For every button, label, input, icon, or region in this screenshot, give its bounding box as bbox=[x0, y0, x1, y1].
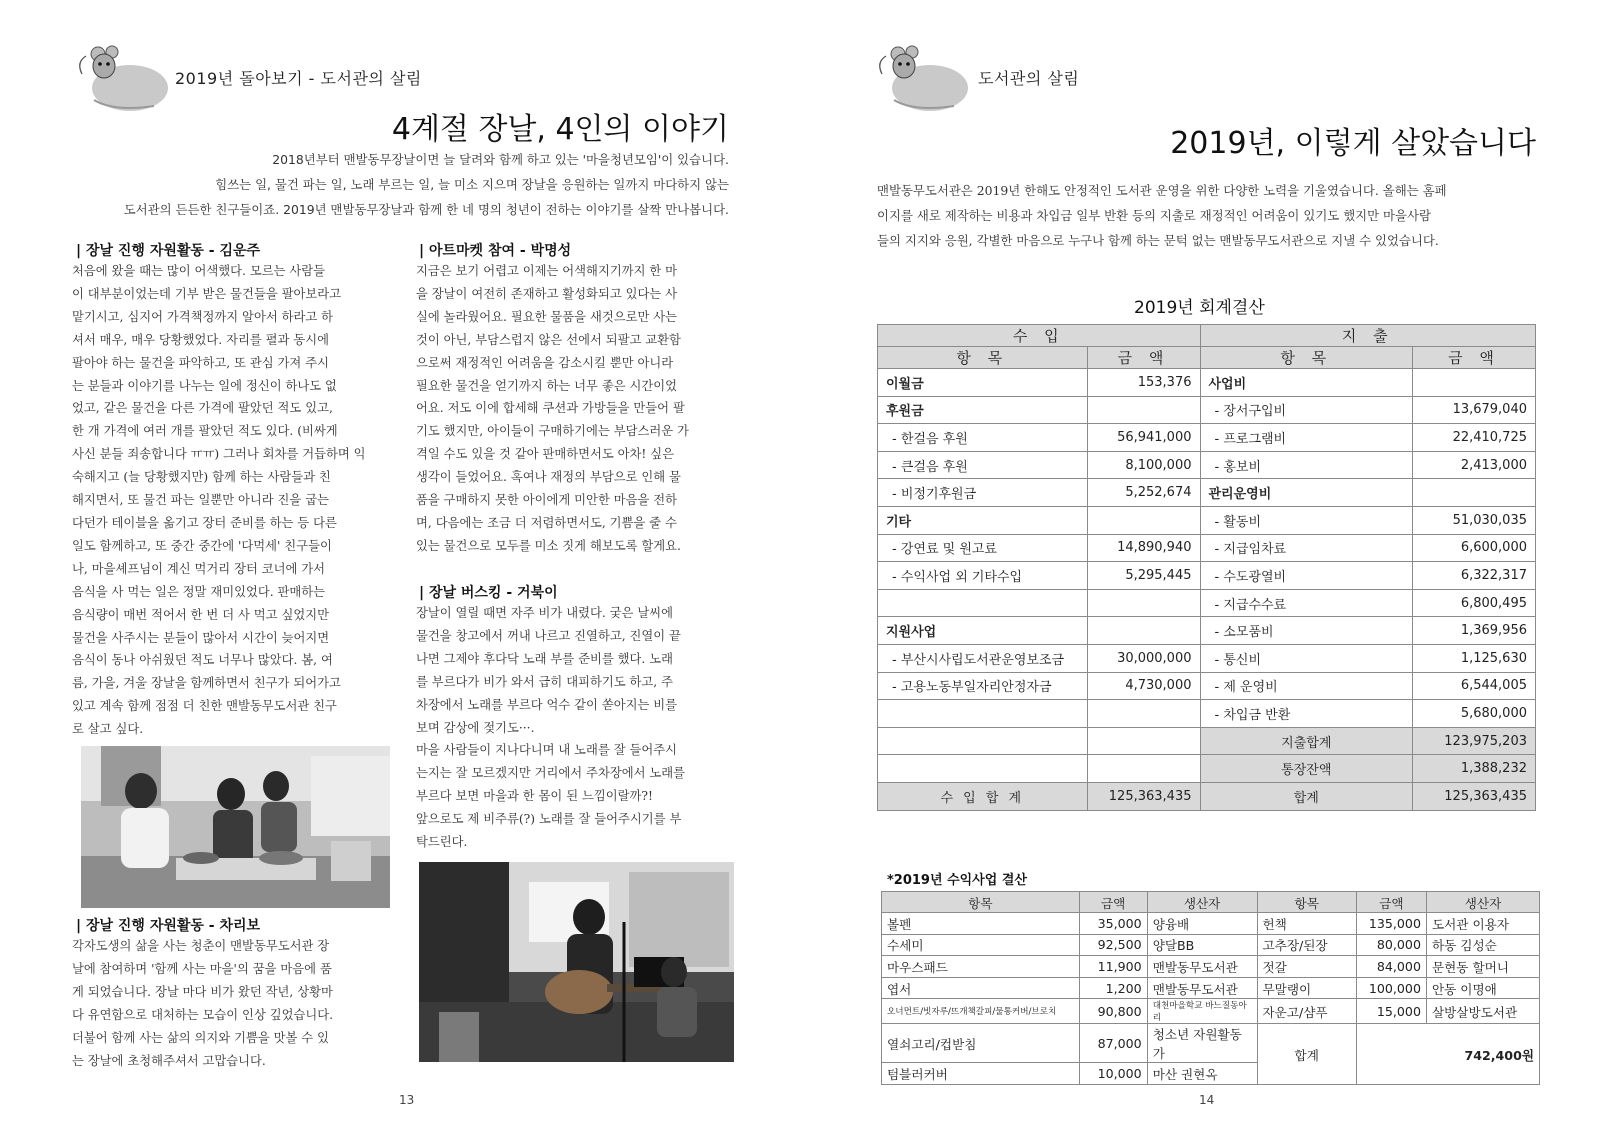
income-amount: 4,730,000 bbox=[1087, 672, 1200, 700]
text-line: 름, 가을, 겨울 장날을 함께하면서 친구가 되어가고 bbox=[72, 676, 341, 691]
text-line: 마을 사람들이 지나다니며 내 노래를 잘 들어주시 bbox=[416, 743, 678, 758]
rev-amount: 80,000 bbox=[1356, 934, 1426, 956]
intro-line: 들의 지지와 응원, 각별한 마음으로 누구나 함께 하는 문턱 없는 맨발동무도서관으로 지낼 수 있었습니다. bbox=[877, 233, 1439, 248]
rev-producer: 대천마을학교 바느질동아리 bbox=[1147, 999, 1257, 1024]
income-amount bbox=[1087, 396, 1200, 424]
rev-amount: 11,900 bbox=[1079, 956, 1147, 978]
section-heading: | 아트마켓 참여 - 박명성 bbox=[419, 243, 572, 259]
income-amount: 56,941,000 bbox=[1087, 424, 1200, 452]
text-line: 를 부르다가 비가 와서 급히 대피하기도 하고, 주 bbox=[416, 674, 673, 689]
expense-item: - 장서구입비 bbox=[1200, 396, 1413, 424]
intro-text bbox=[124, 147, 729, 222]
expense-item: - 제 운영비 bbox=[1200, 672, 1413, 700]
intro-line: 2018년부터 맨발동무장날이면 늘 달려와 함께 하고 있는 '마을청년모임'이 있습니다. bbox=[272, 152, 729, 167]
text-line: 게 되었습니다. 장날 마다 비가 왔던 작년, 상황마 bbox=[72, 984, 333, 999]
rev-total: 742,400원 bbox=[1356, 1024, 1539, 1085]
rev-item: 헌책 bbox=[1257, 913, 1356, 935]
text-line: 어요. 저도 이에 합세해 쿠션과 가방들을 만들어 팔 bbox=[416, 401, 685, 416]
text-line: 지금은 보기 어렵고 이제는 어색해지기까지 한 마 bbox=[416, 264, 678, 278]
rev-item: 자운고/샴푸 bbox=[1257, 999, 1356, 1024]
rev-amount: 15,000 bbox=[1356, 999, 1426, 1024]
text-line: 나면 그제야 후다닥 노래 부를 준비를 했다. 노래 bbox=[416, 651, 673, 666]
rev-producer: 살방살방도서관 bbox=[1426, 999, 1539, 1024]
income-amount: 8,100,000 bbox=[1087, 451, 1200, 479]
income-amount bbox=[1087, 755, 1200, 783]
text-line: 물건을 사주시는 분들이 많아서 시간이 늦어지면 bbox=[72, 630, 330, 645]
expense-item: 통장잔액 bbox=[1200, 755, 1413, 783]
rev-amount: 90,800 bbox=[1079, 999, 1147, 1024]
expense-item: - 홍보비 bbox=[1200, 451, 1413, 479]
accounts-row bbox=[878, 727, 1536, 755]
income-item: - 강연료 및 원고료 bbox=[878, 534, 1088, 562]
accounts-row bbox=[878, 396, 1536, 424]
accounts-row bbox=[878, 479, 1536, 507]
rev-col-producer: 생산자 bbox=[1426, 892, 1539, 913]
rev-amount: 135,000 bbox=[1356, 913, 1426, 935]
rev-amount: 87,000 bbox=[1079, 1024, 1147, 1063]
expense-item: - 프로그램비 bbox=[1200, 424, 1413, 452]
expense-header: 지 출 bbox=[1200, 325, 1536, 347]
text-line: 생각이 들었어요. 혹여나 재정의 부담으로 인해 물 bbox=[416, 470, 681, 485]
rev-amount: 10,000 bbox=[1079, 1063, 1147, 1085]
text-line: 일도 함께하고, 또 중간 중간에 '다먹세' 친구들이 bbox=[72, 538, 332, 553]
income-amount bbox=[1087, 506, 1200, 534]
income-amount bbox=[1087, 617, 1200, 645]
expense-amount: 6,322,317 bbox=[1413, 562, 1536, 590]
income-item bbox=[878, 727, 1088, 755]
expense-item: - 지급임차료 bbox=[1200, 534, 1413, 562]
expense-amount: 6,600,000 bbox=[1413, 534, 1536, 562]
rev-item: 마우스패드 bbox=[882, 956, 1080, 978]
rev-col-amount: 금액 bbox=[1356, 892, 1426, 913]
text-line: 는 장날에 초청해주셔서 고맙습니다. bbox=[72, 1053, 266, 1068]
income-item: 후원금 bbox=[878, 396, 1088, 424]
rev-col-item: 항목 bbox=[882, 892, 1080, 913]
income-amount bbox=[1087, 589, 1200, 617]
expense-item: 지출합계 bbox=[1200, 727, 1413, 755]
income-amount: 14,890,940 bbox=[1087, 534, 1200, 562]
text-line: 었고, 같은 물건을 다른 가격에 팔았던 적도 있고, bbox=[72, 401, 333, 416]
income-total: 125,363,435 bbox=[1087, 782, 1200, 810]
text-line: 필요한 물건을 얻기까지 하는 너무 좋은 시간이었 bbox=[416, 378, 678, 393]
intro-line: 맨발동무도서관은 2019년 한해도 안정적인 도서관 운영을 위한 다양한 노력을 기울였습니다. 올해는 홈페 bbox=[877, 183, 1447, 198]
section-heading: | 장날 진행 자원활동 - 차리보 bbox=[76, 918, 261, 934]
page-header: 도서관의 살림 bbox=[978, 69, 1080, 88]
text-line: 로 살고 싶다. bbox=[72, 722, 144, 737]
rev-item: 오너먼트/빗자루/뜨개책갈피/물통커버/브로치 bbox=[882, 999, 1080, 1024]
income-amount: 153,376 bbox=[1087, 369, 1200, 397]
rev-item: 젓갈 bbox=[1257, 956, 1356, 978]
text-line: 음식이 동나 아쉬웠던 적도 너무나 많았다. 봄, 여 bbox=[72, 653, 333, 668]
intro-line: 이지를 새로 제작하는 비용과 차입금 일부 반환 등의 지출로 재정적인 어려움이 있기도 했지만 마을사람 bbox=[877, 208, 1431, 223]
accounts-row bbox=[878, 589, 1536, 617]
rev-col-item: 항목 bbox=[1257, 892, 1356, 913]
section-body bbox=[416, 260, 736, 558]
text-line: 장날이 열릴 때면 자주 비가 내렸다. 궂은 날씨에 bbox=[416, 606, 673, 620]
text-line: 셔서 매우, 매우 당황했었다. 자리를 펼과 동시에 bbox=[72, 332, 329, 347]
expense-amount: 6,544,005 bbox=[1413, 672, 1536, 700]
text-line: 는 분들과 이야기를 나누는 일에 정신이 하나도 없 bbox=[72, 378, 337, 393]
rev-item: 수세미 bbox=[882, 934, 1080, 956]
text-line: 으로써 재정적인 어려움을 감소시킬 뿐만 아니라 bbox=[416, 355, 674, 370]
income-item: 이월금 bbox=[878, 369, 1088, 397]
revenue-row bbox=[882, 999, 1540, 1024]
rev-amount: 100,000 bbox=[1356, 977, 1426, 999]
expense-total: 125,363,435 bbox=[1413, 782, 1536, 810]
text-line: 것이 아닌, 부담스럽지 않은 선에서 되팔고 교환함 bbox=[416, 332, 681, 347]
accounts-row bbox=[878, 644, 1536, 672]
revenue-table bbox=[881, 891, 1540, 1085]
revenue-row bbox=[882, 934, 1540, 956]
rev-amount: 1,200 bbox=[1079, 977, 1147, 999]
expense-item: - 활동비 bbox=[1200, 506, 1413, 534]
revenue-row bbox=[882, 1024, 1540, 1063]
rev-producer: 도서관 이용자 bbox=[1426, 913, 1539, 935]
rev-producer: 하동 김성순 bbox=[1426, 934, 1539, 956]
col-amount: 금 액 bbox=[1413, 347, 1536, 369]
income-amount bbox=[1087, 727, 1200, 755]
text-line: 다던가 테이블을 옮기고 장터 준비를 하는 등 다른 bbox=[72, 515, 337, 530]
section-body bbox=[416, 602, 736, 854]
expense-item: - 통신비 bbox=[1200, 644, 1413, 672]
accounts-table bbox=[877, 324, 1536, 811]
income-total-label: 수 입 합 계 bbox=[878, 782, 1088, 810]
accounts-row bbox=[878, 755, 1536, 783]
income-amount: 5,252,674 bbox=[1087, 479, 1200, 507]
revenue-title: *2019년 수익사업 결산 bbox=[887, 873, 1027, 888]
text-line: 을 장날이 여전히 존재하고 활성화되고 있다는 사 bbox=[416, 286, 678, 301]
revenue-row bbox=[882, 913, 1540, 935]
text-line: 이 대부분이었는데 기부 받은 물건들을 팔아보라고 bbox=[72, 286, 341, 301]
photo-busking bbox=[419, 862, 734, 1062]
intro-text bbox=[877, 178, 1447, 253]
text-line: 보며 감상에 젖기도···. bbox=[416, 720, 535, 735]
expense-amount: 6,800,495 bbox=[1413, 589, 1536, 617]
rev-amount: 84,000 bbox=[1356, 956, 1426, 978]
rev-item: 고추장/된장 bbox=[1257, 934, 1356, 956]
income-amount: 5,295,445 bbox=[1087, 562, 1200, 590]
rev-producer: 양융배 bbox=[1147, 913, 1257, 935]
rev-item: 볼펜 bbox=[882, 913, 1080, 935]
text-line: 처음에 왔을 때는 많이 어색했다. 모르는 사람들 bbox=[72, 264, 326, 278]
text-line: 음식을 사 먹는 일은 정말 재미있었다. 판매하는 bbox=[72, 584, 326, 599]
page-title: 2019년, 이렇게 살았습니다 bbox=[1170, 126, 1536, 161]
expense-amount: 22,410,725 bbox=[1413, 424, 1536, 452]
section-heading: | 장날 버스킹 - 거북이 bbox=[419, 585, 558, 601]
text-line: 실에 놀라웠어요. 필요한 물품을 새것으로만 사는 bbox=[416, 309, 678, 324]
col-item: 항 목 bbox=[1200, 347, 1413, 369]
accounts-row bbox=[878, 617, 1536, 645]
rev-producer: 맨발동무도서관 bbox=[1147, 956, 1257, 978]
text-line: 나, 마을셰프님이 계신 먹거리 장터 코너에 가서 bbox=[72, 561, 326, 576]
expense-item: - 소모품비 bbox=[1200, 617, 1413, 645]
rev-amount: 35,000 bbox=[1079, 913, 1147, 935]
text-line: 음식량이 매번 적어서 한 번 더 사 먹고 싶었지만 bbox=[72, 607, 329, 622]
text-line: 날에 참여하며 '함께 사는 마을'의 꿈을 마음에 품 bbox=[72, 961, 332, 976]
text-line: 격일 수도 있을 것 같아 판매하면서도 아차! 싶은 bbox=[416, 447, 675, 462]
expense-amount bbox=[1413, 479, 1536, 507]
revenue-row bbox=[882, 977, 1540, 999]
rev-amount: 92,500 bbox=[1079, 934, 1147, 956]
income-item: 지원사업 bbox=[878, 617, 1088, 645]
income-item bbox=[878, 755, 1088, 783]
section-body bbox=[72, 260, 392, 741]
rev-total-label: 합계 bbox=[1257, 1024, 1356, 1085]
expense-amount: 123,975,203 bbox=[1413, 727, 1536, 755]
expense-item: 사업비 bbox=[1200, 369, 1413, 397]
expense-amount bbox=[1413, 369, 1536, 397]
rev-producer: 안동 이명애 bbox=[1426, 977, 1539, 999]
text-line: 앞으로도 제 비주류(?) 노래를 잘 들어주시기를 부 bbox=[416, 812, 682, 827]
section-body bbox=[72, 935, 392, 1072]
text-line: 있고 계속 함께 점점 더 친한 맨발동무도서관 친구 bbox=[72, 699, 337, 714]
intro-line: 도서관의 든든한 친구들이죠. 2019년 맨발동무장날과 함께 한 네 명의 청년이 전하는 이야기를 살짝 만나봅니다. bbox=[123, 202, 729, 217]
text-line: 부르다 보면 마을과 한 몸이 된 느낌이랄까?! bbox=[416, 789, 653, 804]
rev-producer: 양달BB bbox=[1147, 934, 1257, 956]
accounts-row bbox=[878, 534, 1536, 562]
income-item bbox=[878, 700, 1088, 728]
income-item: - 큰걸음 후원 bbox=[878, 451, 1088, 479]
col-item: 항 목 bbox=[878, 347, 1088, 369]
rev-producer: 문현동 할머니 bbox=[1426, 956, 1539, 978]
text-line: 물건을 창고에서 꺼내 나르고 진열하고, 진열이 끝 bbox=[416, 628, 681, 643]
income-item: - 수익사업 외 기타수입 bbox=[878, 562, 1088, 590]
text-line: 기도 했지만, 아이들이 구매하기에는 부담스러운 가 bbox=[416, 424, 689, 439]
income-header: 수 입 bbox=[878, 325, 1201, 347]
photo-cooking bbox=[81, 746, 390, 908]
rev-item: 엽서 bbox=[882, 977, 1080, 999]
text-line: 더불어 함께 사는 삶의 의지와 기쁨을 맛볼 수 있 bbox=[72, 1030, 329, 1045]
expense-amount: 5,680,000 bbox=[1413, 700, 1536, 728]
page-header: 2019년 돌아보기 - 도서관의 살림 bbox=[175, 69, 422, 88]
expense-item: - 차입금 반환 bbox=[1200, 700, 1413, 728]
rev-item: 텀블러커버 bbox=[882, 1063, 1080, 1085]
page-number: 14 bbox=[1199, 1093, 1215, 1107]
income-amount bbox=[1087, 700, 1200, 728]
accounts-row bbox=[878, 700, 1536, 728]
income-item: 기타 bbox=[878, 506, 1088, 534]
text-line: 팔아야 하는 물건을 파악하고, 또 관심 가져 주시 bbox=[72, 355, 329, 370]
income-item bbox=[878, 589, 1088, 617]
text-line: 품을 구매하지 못한 아이에게 미안한 마음을 전하 bbox=[416, 493, 678, 508]
text-line: 다 유연함으로 대처하는 모습이 인상 깊었습니다. bbox=[72, 1007, 334, 1022]
text-line: 해지면서, 또 물건 파는 일뿐만 아니라 진을 굽는 bbox=[72, 493, 329, 508]
mouse-illustration-icon bbox=[874, 44, 970, 114]
rev-item: 열쇠고리/컵받침 bbox=[882, 1024, 1080, 1063]
income-amount: 30,000,000 bbox=[1087, 644, 1200, 672]
text-line: 숙해지고 (늘 당황했지만) 함께 하는 사람들과 친 bbox=[72, 470, 331, 485]
section-heading: | 장날 진행 자원활동 - 김운주 bbox=[76, 243, 261, 259]
expense-amount: 1,125,630 bbox=[1413, 644, 1536, 672]
income-item: - 고용노동부일자리안정자금 bbox=[878, 672, 1088, 700]
accounts-row bbox=[878, 562, 1536, 590]
income-item: - 비정기후원금 bbox=[878, 479, 1088, 507]
accounts-row bbox=[878, 424, 1536, 452]
expense-item: - 지급수수료 bbox=[1200, 589, 1413, 617]
page-number: 13 bbox=[399, 1093, 415, 1107]
text-line: 차장에서 노래를 부르다 억수 같이 쏟아지는 비를 bbox=[416, 697, 678, 712]
expense-amount: 2,413,000 bbox=[1413, 451, 1536, 479]
text-line: 한 개 가격에 여러 개를 팔았던 적도 있다. (비싸게 bbox=[72, 424, 338, 439]
accounts-row bbox=[878, 672, 1536, 700]
text-line: 탁드린다. bbox=[416, 835, 468, 850]
rev-producer: 청소년 자원활동가 bbox=[1147, 1024, 1257, 1063]
mouse-illustration-icon bbox=[74, 44, 170, 114]
expense-amount: 13,679,040 bbox=[1413, 396, 1536, 424]
rev-producer: 마산 권현옥 bbox=[1147, 1063, 1257, 1085]
accounts-title: 2019년 회계결산 bbox=[1134, 298, 1265, 318]
rev-col-producer: 생산자 bbox=[1147, 892, 1257, 913]
text-line: 각자도생의 삶을 사는 청춘이 맨발동무도서관 장 bbox=[72, 939, 330, 953]
text-line: 맡기시고, 심지어 가격책정까지 알아서 하라고 하 bbox=[72, 309, 334, 324]
rev-producer: 맨발동무도서관 bbox=[1147, 977, 1257, 999]
accounts-row bbox=[878, 451, 1536, 479]
accounts-row bbox=[878, 369, 1536, 397]
page-title: 4계절 장날, 4인의 이야기 bbox=[391, 112, 729, 147]
text-line: 는지는 잘 모르겠지만 거리에서 주차장에서 노래를 bbox=[416, 766, 685, 781]
text-line: 며, 다음에는 조금 더 저렴하면서도, 기쁨을 줄 수 bbox=[416, 515, 677, 530]
col-amount: 금 액 bbox=[1087, 347, 1200, 369]
expense-amount: 1,369,956 bbox=[1413, 617, 1536, 645]
expense-item: - 수도광열비 bbox=[1200, 562, 1413, 590]
expense-item: 관리운영비 bbox=[1200, 479, 1413, 507]
text-line: 있는 물건으로 모두를 미소 짓게 해보도록 할게요. bbox=[416, 538, 681, 553]
expense-total-label: 합계 bbox=[1200, 782, 1413, 810]
intro-line: 힘쓰는 일, 물건 파는 일, 노래 부르는 일, 늘 미소 지으며 장날을 응원하는 일까지 마다하지 않는 bbox=[215, 177, 729, 192]
revenue-row bbox=[882, 956, 1540, 978]
income-item: - 한걸음 후원 bbox=[878, 424, 1088, 452]
income-item: - 부산시사립도서관운영보조금 bbox=[878, 644, 1088, 672]
text-line: 사신 분들 죄송합니다 ㅠㅠ) 그러나 회차를 거듭하며 익 bbox=[72, 447, 366, 462]
expense-amount: 1,388,232 bbox=[1413, 755, 1536, 783]
rev-item: 무말랭이 bbox=[1257, 977, 1356, 999]
expense-amount: 51,030,035 bbox=[1413, 506, 1536, 534]
rev-col-amount: 금액 bbox=[1079, 892, 1147, 913]
accounts-row bbox=[878, 506, 1536, 534]
